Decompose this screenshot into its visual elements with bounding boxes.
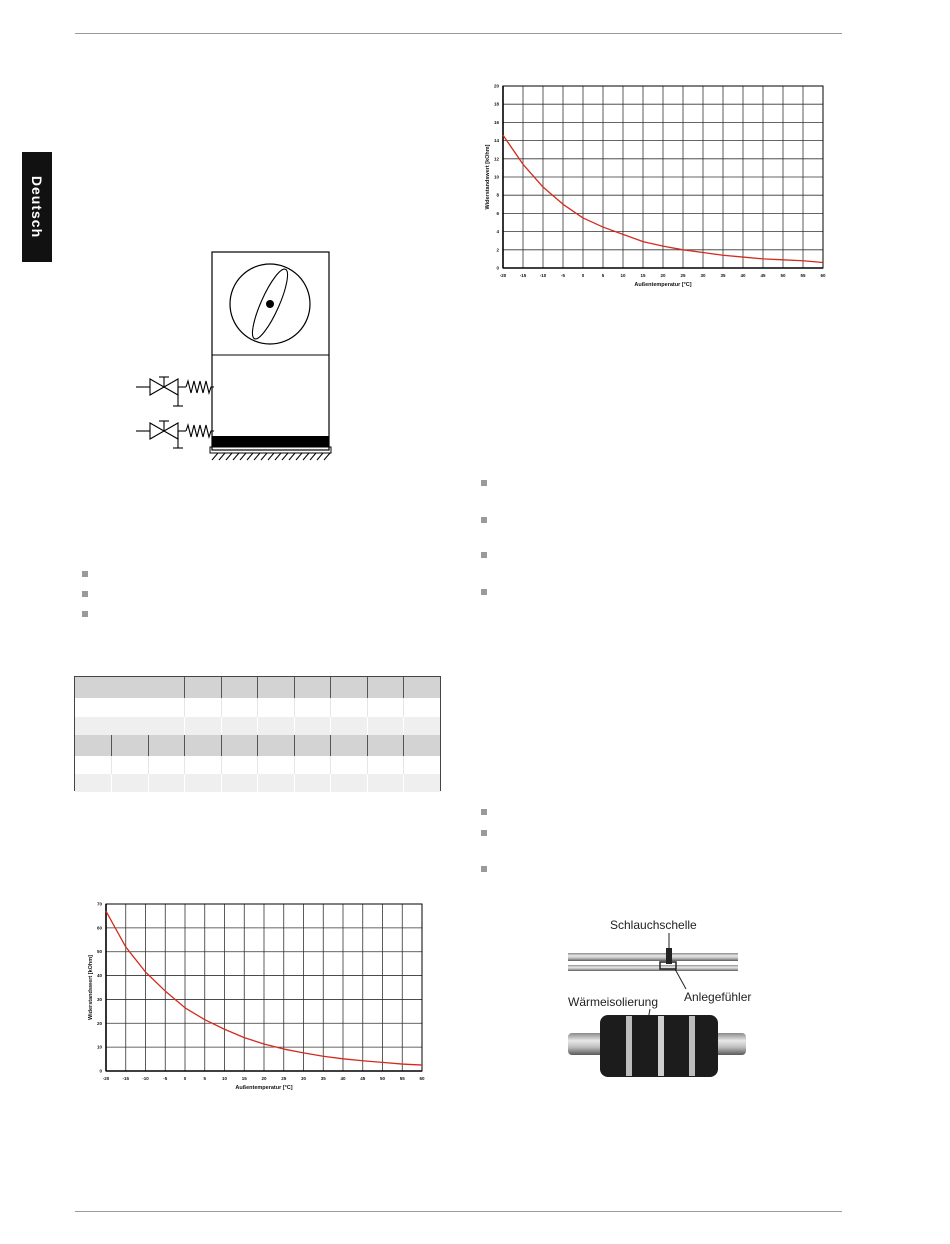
table-row [75,698,440,717]
valve-lower-icon [136,421,214,448]
y-axis-label: Widerstandswert [kOhm] [485,144,491,210]
x-tick-label: 25 [281,1076,287,1081]
y-tick-label: 8 [496,192,499,198]
y-tick-label: 20 [493,83,499,89]
footer-rule [75,1211,842,1212]
y-tick-label: 0 [496,265,499,271]
x-tick-label: -5 [163,1076,168,1081]
y-tick-label: 6 [496,210,499,216]
bullet-marker-right-6 [481,830,487,836]
table-header-row-1 [75,677,440,698]
table-header-cell [221,677,258,698]
x-tick-label: -15 [122,1076,130,1081]
x-tick-label: -20 [499,273,507,278]
x-tick-label: 40 [740,273,746,278]
x-tick-label: 5 [601,273,605,278]
table-header-row-2 [75,735,440,756]
bullet-marker-right-1 [481,480,487,486]
x-tick-label: 15 [640,273,646,278]
y-tick-label: 18 [493,101,499,107]
table-header-cell [148,735,185,756]
label-clamp: Schlauchschelle [610,918,697,932]
pipe-photo-illustration [562,912,762,1087]
x-tick-label: 45 [760,273,766,278]
x-tick-label: 40 [340,1076,346,1081]
y-axis-label: Widerstandswert [kOhm] [88,954,94,1021]
unit-base-plate [212,436,329,447]
insulation-band [626,1016,632,1076]
resistance-chart-lower [75,892,440,1114]
x-tick-label: 20 [660,273,666,278]
ground-hatch-icon [212,453,330,460]
x-tick-label: 15 [241,1076,247,1081]
x-tick-label: 0 [581,273,585,278]
x-tick-label: 60 [820,273,826,278]
x-tick-label: -15 [519,273,527,278]
x-tick-label: 35 [320,1076,326,1081]
y-tick-label: 0 [99,1068,102,1074]
table-header-cell [258,677,295,698]
x-tick-label: 10 [620,273,626,278]
pipe-upper [568,953,738,961]
table-row [75,717,440,735]
table-header-cell [112,735,149,756]
table-header-cell [185,677,222,698]
x-tick-label: -10 [142,1076,149,1081]
spec-table [74,676,441,791]
label-insulation: Wärmeisolierung [568,995,659,1009]
table-header-cell [294,677,331,698]
x-tick-label: 30 [300,1076,307,1081]
valve-upper-icon [136,377,214,406]
x-tick-label: 0 [183,1076,187,1081]
y-tick-label: 4 [496,229,499,235]
x-axis-label: Außentemperatur [°C] [235,1085,293,1091]
sensor-mounting-photo [562,912,762,1087]
x-tick-label: 5 [203,1076,207,1081]
fan-hub-icon [266,300,274,308]
x-tick-label: 50 [780,273,786,278]
bullet-marker-right-5 [481,809,487,815]
y-tick-label: 50 [96,949,102,955]
table-header-cell [367,677,404,698]
table-header-cell [331,735,368,756]
x-tick-label: 25 [680,273,686,278]
sensor-leader-line [675,969,686,989]
y-tick-label: 70 [96,901,102,907]
outdoor-unit-diagram [128,248,338,464]
table-header-cell [331,677,368,698]
y-tick-label: 10 [493,174,499,180]
x-tick-label: 60 [419,1076,425,1081]
table-header-cell [75,677,185,698]
table-header-cell [185,735,222,756]
x-tick-label: 35 [720,273,726,278]
y-tick-label: 10 [96,1044,102,1050]
x-axis-label: Außentemperatur [°C] [634,282,692,288]
resistance-chart-upper [470,76,840,298]
y-tick-label: 30 [96,996,102,1002]
pipe-upper-2 [568,965,738,971]
insulation-band [658,1016,664,1076]
table-header-cell [404,677,441,698]
x-tick-label: 55 [800,273,806,278]
x-tick-label: 50 [379,1076,386,1081]
bullet-marker-left-1 [82,571,88,577]
x-tick-label: 55 [399,1076,405,1081]
y-tick-label: 20 [96,1020,102,1026]
language-tab-label: Deutsch [29,175,45,239]
y-tick-label: 40 [96,973,102,979]
table-row [75,756,440,774]
bullet-marker-right-4 [481,589,487,595]
table-header-cell [258,735,295,756]
bullet-marker-right-2 [481,517,487,523]
table-header-cell [294,735,331,756]
x-tick-label: 10 [221,1076,228,1081]
y-tick-label: 16 [493,119,499,125]
x-tick-label: -5 [560,273,566,278]
table-row [75,774,440,792]
insulation-band [689,1016,695,1076]
x-tick-label: -10 [539,273,547,278]
y-tick-label: 60 [96,925,102,931]
y-tick-label: 2 [496,247,499,253]
header-rule [75,33,842,34]
table-header-cell [404,735,441,756]
table-header-cell [367,735,404,756]
x-tick-label: 20 [261,1076,267,1081]
table-header-cell [221,735,258,756]
label-sensor: Anlegefühler [684,990,752,1004]
bullet-marker-right-7 [481,866,487,872]
table-header-cell [75,735,112,756]
x-tick-label: -20 [102,1076,110,1081]
bullet-marker-right-3 [481,552,487,558]
bullet-marker-left-3 [82,611,88,617]
y-tick-label: 12 [493,156,499,162]
x-tick-label: 30 [700,273,706,278]
y-tick-label: 14 [493,138,499,144]
x-tick-label: 45 [360,1076,366,1081]
language-tab [22,152,52,262]
unit-housing [212,252,329,450]
bullet-marker-left-2 [82,591,88,597]
